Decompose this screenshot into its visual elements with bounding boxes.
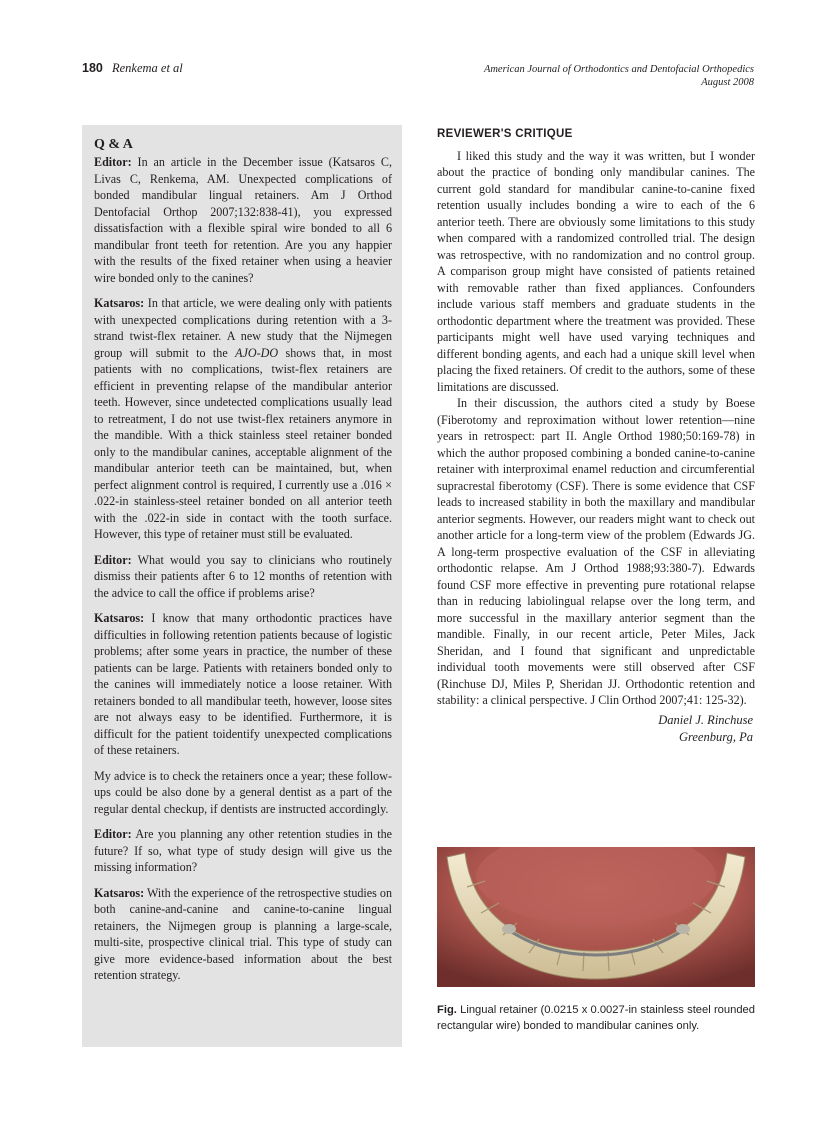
qa-sidebar [82,125,402,1047]
signature [437,712,755,746]
signature-place: Greenburg, Pa [678,729,753,744]
critique-paragraph: I liked this study and the way it was written, but I wonder about the practice of bonding only mandibular canines. The current gold standard for mandibular canine-to-canine fixed retention usually includes bonding a wire to each of the 6 anterior teeth. There are obviously some limitations to this study when compared with a randomized controlled trial. The design was retrospective, with no randomization and no control group. A comparison group might have consisted of patients retained with removable rather than fixed appliances. Confounders include various staff members and graduate students in the orthodontic department where the treatment was provided. These participants might well have used varying techniques and different bonding agents, and each had a unique skill level when placing the fixed retainers. Of credit to the authors, some of these limitations are discussed. [437,148,755,394]
figure-caption [437,1003,755,1034]
page-number: 180 [82,61,103,75]
signature-name: Daniel J. Rinchuse [658,712,753,727]
journal-name: American Journal of Orthodontics and Dentofacial Orthopedics [483,64,754,75]
qa-paragraph [94,610,392,759]
qa-speaker: Editor: [94,155,132,169]
qa-speaker: Katsaros: [94,885,145,900]
figure-label: Fig. [437,1004,457,1016]
qa-text: With the experience of the retrospective studies on both canine-and-canine and canine-to-canine lingual retainers, the Nijmegen group is planning a large-scale, multi-site, prospective clinical trial. This type of study can give more evidence-based information about the best retention strategy. [94,885,392,982]
qa-text: What would you say to clinicians who routinely dismiss their patients after 6 to 12 months of retention with the advice to call the office if problems arise? [94,552,393,600]
critique-title: REVIEWER'S CRITIQUE [437,128,573,140]
qa-paragraph [94,552,392,602]
running-header-left [82,61,183,76]
dental-arch-illustration [437,847,755,987]
bonding-pad [676,924,690,934]
running-authors: Renkema et al [111,61,183,75]
journal-ref: AJO-DO [235,345,279,360]
qa-speaker: Katsaros: [94,296,145,310]
qa-text: shows that, in most patients with no complications, twist-flex retainers are efficient in preventing relapse of the mandibular anterior teeth. However, since undetected complications usually lead to retreatment, I do not use twist-flex retainers anymore in the mandible. With a thick stainless steel retainer bonded only to the mandibular canines, acceptable alignment of the mandibular anterior teeth can be maintained, but, when perfect alignment control is required, I currently use a .016 × .022-in stainless-steel retainer bonded on all anterior teeth with the .022-in side in contact with the tooth surface. However, this type of retainer must still be evaluated. [94,345,392,541]
figure-caption-text: Lingual retainer (0.0215 x 0.0027-in stainless steel rounded rectangular wire) bonded to mandibular canines only. [437,1004,755,1032]
qa-paragraph [94,295,392,543]
qa-paragraph [94,154,392,286]
qa-text: In that article, we were dealing only with patients with unexpected complications during retention with a 3-strand twist-flex retainer. A new study that the Nijmegen group will submit to the [94,296,392,360]
qa-speaker: Editor: [94,552,132,567]
qa-text: Are you planning any other retention studies in the future? If so, what type of study design will give us the missing information? [94,827,392,874]
qa-speaker: Katsaros: [94,611,145,625]
figure-photo [437,847,755,987]
qa-paragraph [94,768,392,818]
qa-text: My advice is to check the retainers once a year; these follow-ups could be also done by a general dentist as a part of the regular dental checkup, if dentists are instructed accordingly. [94,768,392,816]
running-header-right [484,63,754,89]
qa-speaker: Editor: [94,827,132,841]
qa-text: In an article in the December issue (Katsaros C, Livas C, Renkema, AM. Unexpected complications of bonded mandibular lingual retainers. Am J Orthod Dentofacial Orthop 2007;132:838-41), you expressed dissatisfaction with a flexible spiral wire bonded to all 6 mandibular front teeth for retention. Are you any happier with the results of the fixed retainer when using a heavier wire bonded only to the canines? [94,155,392,285]
critique-paragraph: In their discussion, the authors cited a study by Boese (Fiberotomy and reproximation without lower retention—nine years in retrospect: part II. Angle Orthod 1980;50:169-78) in which the author proposed combining a bonded canine-to-canine retainer with interproximal enamel reduction and circumferential supracrestal fiberotomy (CSF). There is some evidence that CSF leads to increased stability in both the maxillary and mandibular anterior segments. However, our readers might want to check out another article for a long-term view of the problem (Edwards JG. A long-term prospective evaluation of the CSF in alleviating orthodontic relapse. Am J Orthod 1988;93:380-7). Edwards found CSF more effective in preventing pure rotational relapse than in reducing labiolingual relapse over the long term, and more successful in the maxillary anterior segment than the mandible. Finally, in our recent article, Peter Miles, Jack Sheridan, and I found that significant and unpredictable individual tooth movements were still observed after CSF (Rinchuse DJ, Miles P, Sheridan JJ. Orthodontic retention and stability: a clinical perspective. J Clin Orthod 2007;41: 125-32). [437,396,755,707]
qa-text: I know that many orthodontic practices have difficulties in following retention patients because of logistic problems; after some years in practice, the number of these patients can be large. Patients with retainers bonded only to the canines will immediately notice a loose retainer. With retainers bonded to all mandibular teeth, however, loose sites are not always easy to be identified. Furthermore, it is difficult for the patient toidentify unexpected complications of these retainers. [94,611,392,757]
qa-title: Q & A [94,137,133,152]
qa-paragraph [94,885,392,984]
reviewer-critique [437,126,755,746]
issue-date: August 2008 [701,77,754,88]
bonding-pad [502,924,516,934]
qa-paragraph [94,826,392,876]
